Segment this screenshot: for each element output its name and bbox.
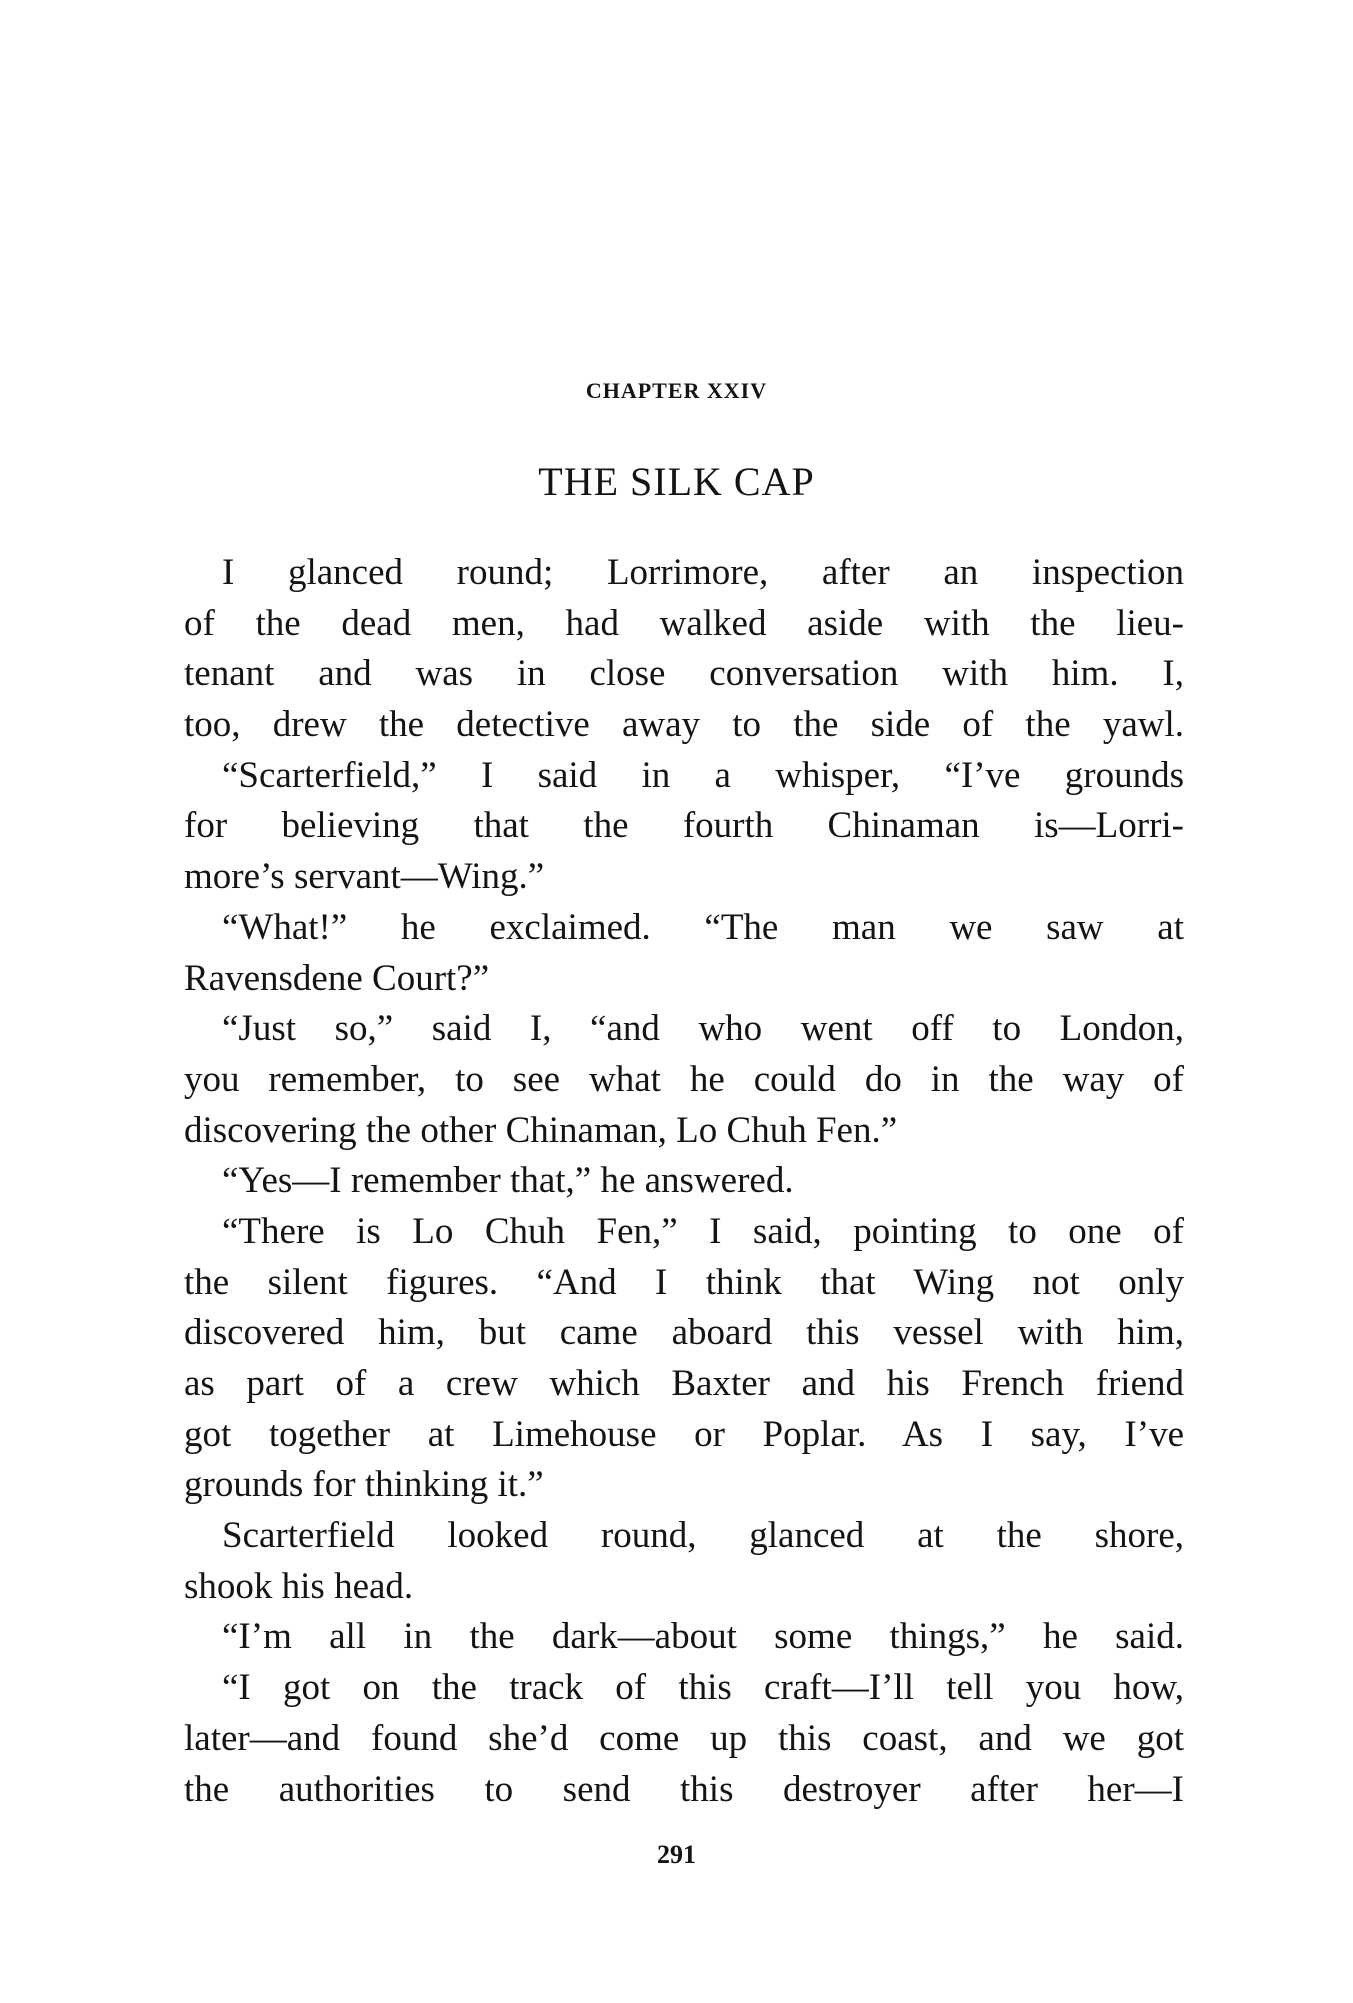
page-number: 291	[657, 1840, 696, 1869]
text-line: “What!” he exclaimed. “The man we saw at	[222, 906, 1184, 948]
chapter-title: THE SILK CAP	[538, 459, 815, 504]
text-line: “There is Lo Chuh Fen,” I said, pointing to one of	[222, 1210, 1184, 1252]
text-line: grounds for thinking it.”	[184, 1464, 544, 1506]
text-line: more’s servant—Wing.”	[184, 856, 545, 898]
body-text	[184, 548, 1184, 1815]
text-line: shook his head.	[184, 1565, 414, 1607]
text-line: discovered him, but came aboard this vessel with him,	[184, 1312, 1184, 1354]
text-line: you remember, to see what he could do in the way of	[184, 1058, 1184, 1100]
text-line: the authorities to send this destroyer after her—I	[184, 1768, 1184, 1810]
text-line: the silent figures. “And I think that Wing not only	[184, 1261, 1184, 1303]
text-line: later—and found she’d come up this coast, and we got	[184, 1717, 1184, 1759]
text-line: as part of a crew which Baxter and his French friend	[184, 1363, 1184, 1404]
text-line: got together at Limehouse or Poplar. As I say, I’ve	[184, 1413, 1184, 1455]
text-line: of the dead men, had walked aside with the lieu-	[184, 602, 1184, 644]
text-line: too, drew the detective away to the side of the yawl.	[184, 704, 1184, 746]
text-line: for believing that the fourth Chinaman is—Lorri-	[184, 805, 1184, 847]
text-line: “I got on the track of this craft—I’ll tell you how,	[222, 1667, 1184, 1709]
text-line: “Scarterfield,” I said in a whisper, “I’ve grounds	[222, 754, 1184, 796]
chapter-label: CHAPTER XXIV	[585, 378, 768, 403]
text-line: “Yes—I remember that,” he answered.	[222, 1160, 794, 1202]
text-line: “I’m all in the dark—about some things,” he said.	[222, 1616, 1184, 1658]
text-line: discovering the other Chinaman, Lo Chuh Fen.”	[184, 1109, 898, 1151]
text-line: “Just so,” said I, “and who went off to London,	[222, 1008, 1184, 1050]
text-line: Ravensdene Court?”	[184, 957, 490, 999]
text-line: tenant and was in close conversation with him. I,	[184, 653, 1184, 695]
text-line: Scarterfield looked round, glanced at the shore,	[222, 1515, 1184, 1557]
text-line: I glanced round; Lorrimore, after an inspection	[222, 552, 1184, 593]
